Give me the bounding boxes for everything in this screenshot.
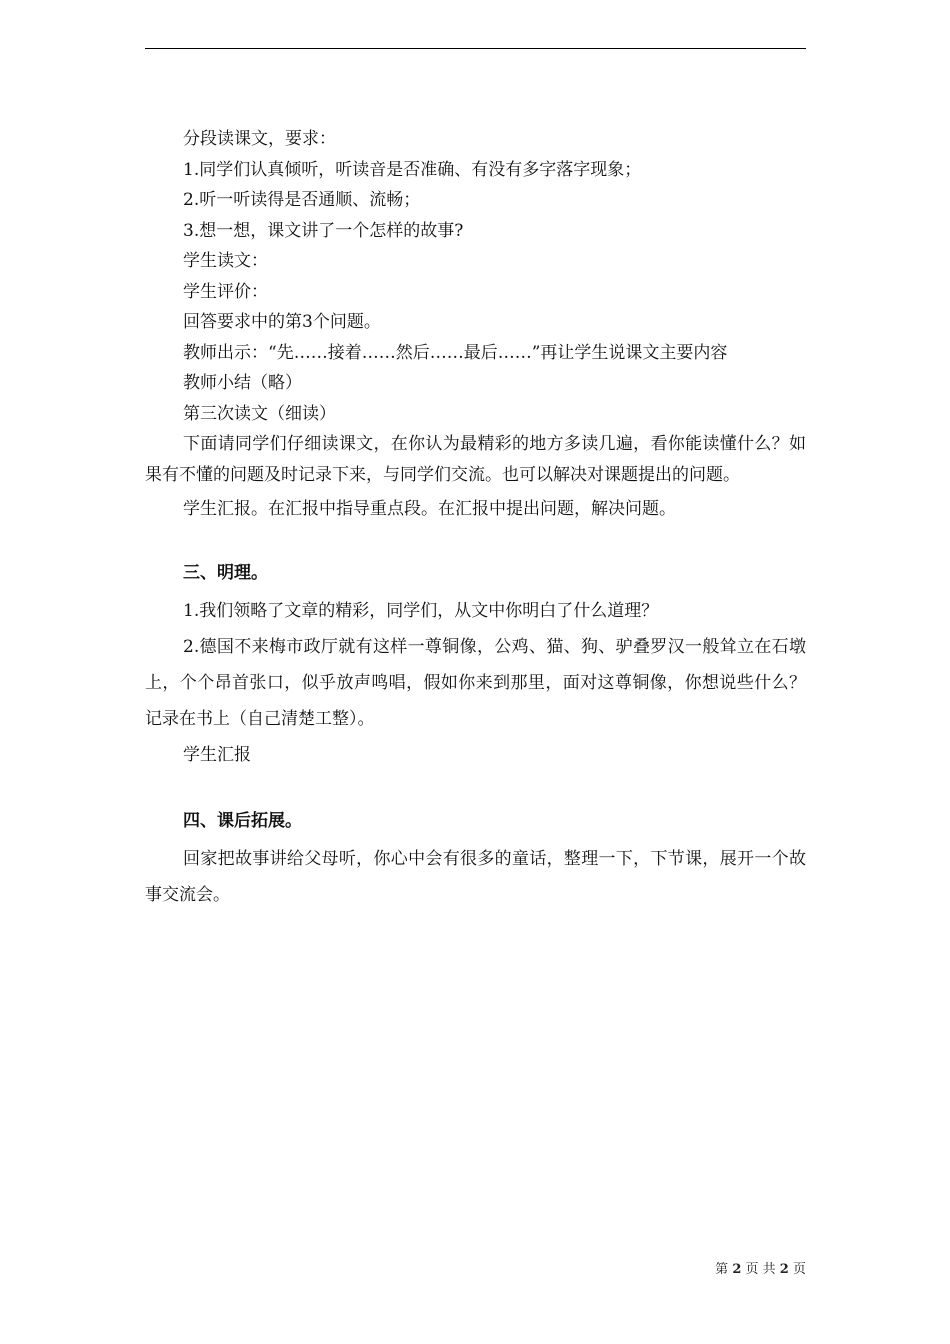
text-line: 第三次读文（细读）	[183, 403, 336, 424]
text-line: 1.同学们认真倾听，听读音是否准确、有没有多字落字现象；	[183, 159, 642, 180]
text-line: 回答要求中的第3个问题。	[183, 312, 381, 332]
text-line: 教师小结（略）	[183, 373, 302, 393]
text-line: 学生评价：	[183, 281, 268, 302]
footer-total-pages: 2	[779, 1262, 789, 1277]
footer-middle: 页 共	[745, 1262, 776, 1277]
extension-text: 回家把故事讲给父母听，你心中会有很多的童话，整理一下，下节课，展开一个故事交流会。	[145, 848, 806, 905]
section-gap	[145, 773, 806, 804]
paragraph-student-report: 学生汇报。在汇报中指导重点段。在汇报中提出问题，解决问题。	[183, 499, 676, 519]
text-line: 教师出示：“先……接着……然后……最后……”再让学生说课文主要内容	[183, 342, 728, 363]
student-report: 学生汇报	[183, 744, 251, 765]
page-footer	[715, 1258, 806, 1277]
text-line: 学生读文：	[183, 251, 268, 271]
footer-page-number: 2	[732, 1262, 742, 1277]
paragraph-close-reading: 下面请同学们仔细读课文，在你认为最精彩的地方多读几遍，看你能读懂什么？如果有不懂的问题及时记录下来，与同学们交流。也可以解决对课题提出的问题。	[145, 434, 806, 485]
section-gap	[145, 525, 806, 556]
section-heading-4: 四、课后拓展。	[183, 811, 302, 831]
question-item-2: 2.德国不来梅市政厅就有这样一尊铜像，公鸡、猫、狗、驴叠罗汉一般耸立在石墩上，个个昂首张口，似乎放声鸣唱，假如你来到那里，面对这尊铜像，你想说些什么？记录在书上（自己清楚工整）。	[145, 636, 806, 729]
text-line: 3.想一想，课文讲了一个怎样的故事?	[183, 220, 464, 241]
text-line: 2.听一听读得是否通顺、流畅；	[183, 190, 421, 210]
section-heading-3: 三、明理。	[183, 563, 268, 583]
footer-suffix: 页	[792, 1262, 806, 1277]
footer-prefix: 第	[715, 1262, 729, 1277]
header-rule	[145, 48, 806, 49]
text-line: 分段读课文，要求：	[183, 129, 336, 149]
question-item-1: 1.我们领略了文章的精彩，同学们，从文中你明白了什么道理？	[183, 600, 659, 621]
document-body	[145, 124, 806, 913]
